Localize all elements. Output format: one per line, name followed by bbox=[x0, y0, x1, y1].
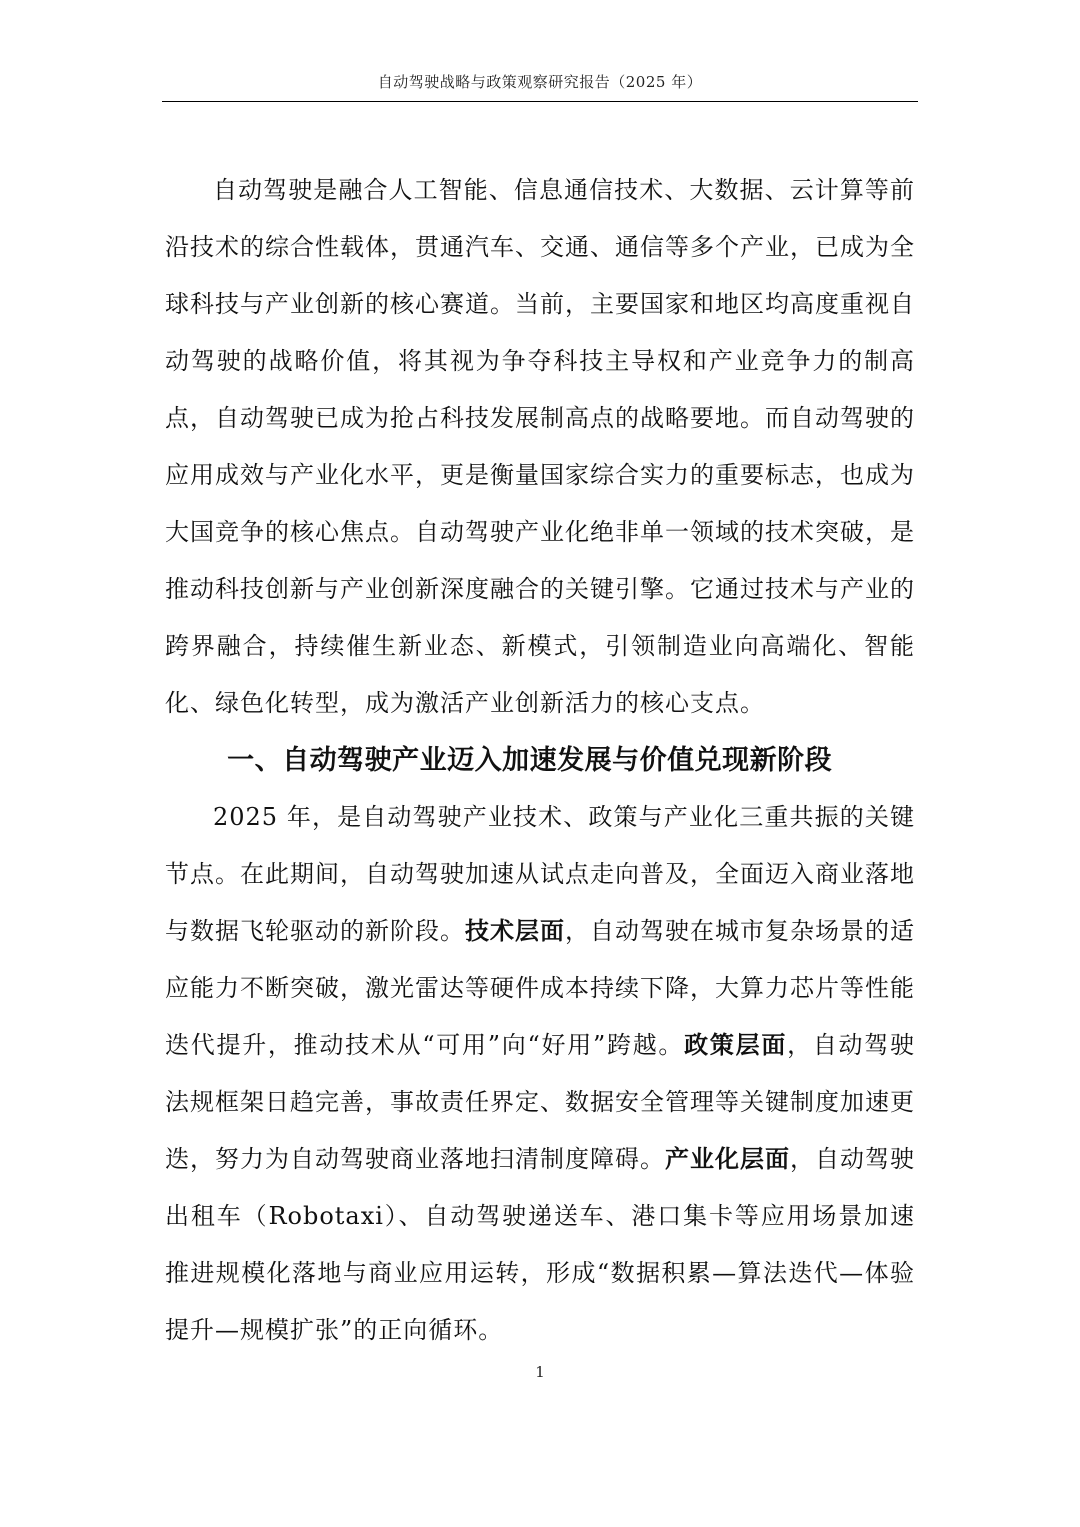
policy-lead: 政策层面 bbox=[684, 1031, 788, 1059]
industry-text: ，自动驾驶出租车（Robotaxi）、自动驾驶递送车、港口集卡等应用场景加速推进规模化落地与商业应用运转，形成“数据积累—算法迭代—体验提升—规模扩张”的正向循环。 bbox=[165, 1145, 915, 1344]
page-number: 1 bbox=[535, 1363, 545, 1381]
section-heading: 一、自动驾驶产业迈入加速发展与价值兑现新阶段 bbox=[227, 745, 833, 776]
tech-lead: 技术层面 bbox=[465, 917, 565, 945]
tech-text: ，自动驾驶在城市复杂场景的适应能力不断突破，激光雷达等硬件成本持续下降，大算力芯片等性能迭代提升，推动技术从“可用”向“好用”跨越。 bbox=[165, 917, 915, 1059]
section-paragraph bbox=[165, 789, 915, 1359]
intro-paragraph: 自动驾驶是融合人工智能、信息通信技术、大数据、云计算等前沿技术的综合性载体，贯通汽车、交通、通信等多个产业，已成为全球科技与产业创新的核心赛道。当前，主要国家和地区均高度重视自动驾驶的战略价值，将其视为争夺科技主导权和产业竞争力的制高点，自动驾驶已成为抢占科技发展制高点的战略要地。而自动驾驶的应用成效与产业化水平，更是衡量国家综合实力的重要标志，也成为大国竞争的核心焦点。自动驾驶产业化绝非单一领域的技术突破，是推动科技创新与产业创新深度融合的关键引擎。它通过技术与产业的跨界融合，持续催生新业态、新模式，引领制造业向高端化、智能化、绿色化转型，成为激活产业创新活力的核心支点。 bbox=[165, 176, 915, 717]
section-intro-text: 2025 年，是自动驾驶产业技术、政策与产业化三重共振的关键节点。在此期间，自动驾驶加速从试点走向普及，全面迈入商业落地与数据飞轮驱动的新阶段。 bbox=[165, 803, 915, 945]
running-header: 自动驾驶战略与政策观察研究报告（2025 年） bbox=[377, 73, 703, 91]
body-text bbox=[165, 162, 915, 1359]
policy-text: ，自动驾驶法规框架日趋完善，事故责任界定、数据安全管理等关键制度加速更迭，努力为自动驾驶商业落地扫清制度障碍。 bbox=[165, 1031, 916, 1173]
header-rule bbox=[162, 101, 918, 102]
industry-lead: 产业化层面 bbox=[665, 1145, 790, 1173]
